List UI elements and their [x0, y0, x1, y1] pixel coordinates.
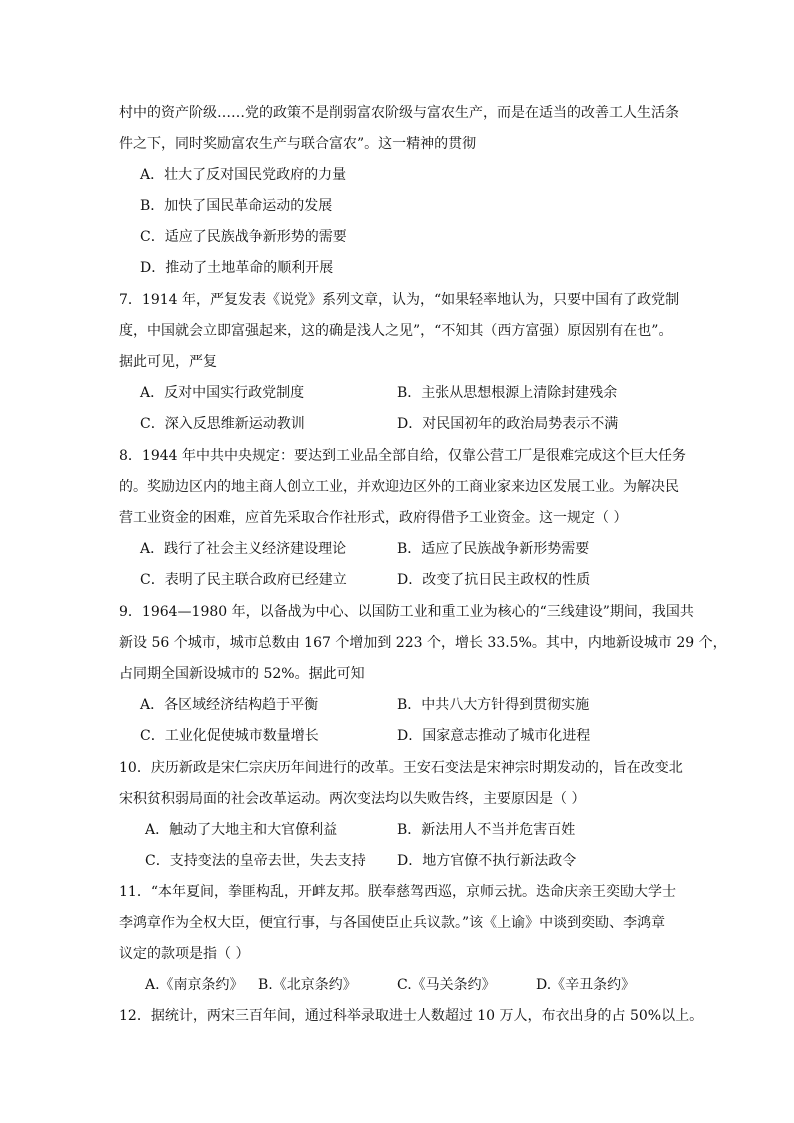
prev-option-d: D．推动了土地革命的顺利开展: [140, 260, 334, 276]
q7-option-a: A．反对中国实行政党制度: [140, 385, 305, 401]
q7-stem-line-3: 据此可见，严复: [119, 354, 217, 370]
q7-stem-line-2: 度，中国就会立即富强起来，这的确是浅人之见”，“不知其（西方富强）原因别有在也”。: [119, 323, 673, 339]
q7-option-d: D．对民国初年的政治局势表示不满: [397, 416, 619, 432]
prev-question-line-1: 村中的资产阶级……党的政策不是削弱富农阶级与富农生产，而是在适当的改善工人生活条: [119, 105, 679, 121]
q11-stem-line-2: 李鸿章作为全权大臣，便宜行事，与各国使臣止兵议款。”该《上谕》中谈到奕劻、李鸿章: [119, 915, 666, 931]
q8-stem-line-2: 的。奖励边区内的地主商人创立工业，并欢迎边区外的工商业家来边区发展工业。为解决民: [119, 479, 679, 495]
q8-stem-line-3: 营工业资金的困难，应首先采取合作社形式，政府得借予工业资金。这一规定（ ）: [119, 510, 628, 526]
q11-stem-line-3: 议定的款项是指（ ）: [119, 946, 250, 962]
q11-stem-line-1: 11．“本年夏间，拳匪构乱，开衅友邦。朕奉慈驾西巡，京师云扰。迭命庆亲王奕劻大学士: [119, 884, 676, 900]
q8-option-d: D．改变了抗日民主政权的性质: [397, 572, 591, 588]
q9-option-b: B．中共八大方针得到贯彻实施: [397, 697, 590, 713]
q10-option-b: B．新法用人不当并危害百姓: [397, 822, 576, 838]
q9-stem-line-1: 9．1964—1980 年，以备战为中心、以国防工业和重工业为核心的“三线建设”期间，我国共: [119, 604, 694, 620]
q8-stem-line-1: 8．1944 年中共中央规定：要达到工业品全部自给，仅靠公营工厂是很难完成这个巨大任务: [119, 448, 686, 464]
q10-option-d: D．地方官僚不执行新法政令: [397, 853, 577, 869]
q8-option-c: C．表明了民主联合政府已经建立: [140, 572, 347, 588]
prev-option-a: A．壮大了反对国民党政府的力量: [140, 167, 347, 183]
q10-stem-line-2: 宋积贫积弱局面的社会改革运动。两次变法均以失败告终，主要原因是（ ）: [119, 791, 586, 807]
prev-question-line-2: 件之下，同时奖励富农生产与联合富农”。这一精神的贯彻: [119, 136, 477, 152]
q9-option-a: A．各区域经济结构趋于平衡: [140, 697, 319, 713]
q9-option-c: C．工业化促使城市数量增长: [140, 728, 319, 744]
q8-option-b: B．适应了民族战争新形势需要: [397, 541, 590, 557]
q7-option-c: C．深入反思维新运动教训: [140, 416, 305, 432]
q9-stem-line-3: 占同期全国新设城市的 52%。据此可知: [119, 666, 365, 682]
prev-option-b: B．加快了国民革命运动的发展: [140, 198, 333, 214]
q7-option-b: B．主张从思想根源上清除封建残余: [397, 385, 618, 401]
q11-option-b: B.《北京条约》: [258, 977, 357, 993]
q10-stem-line-1: 10．庆历新政是宋仁宗庆历年间进行的改革。王安石变法是宋神宗时期发动的，旨在改变北: [119, 760, 683, 776]
q7-stem-line-1: 7．1914 年，严复发表《说党》系列文章，认为，“如果轻率地认为，只要中国有了政党制: [119, 292, 680, 308]
q11-option-a: A.《南京条约》: [145, 977, 244, 993]
q9-option-d: D．国家意志推动了城市化进程: [397, 728, 591, 744]
q9-stem-line-2: 新设 56 个城市，城市总数由 167 个增加到 223 个，增长 33.5%。其中，内地新设城市 29 个，: [119, 635, 727, 651]
q12-stem-line-1: 12．据统计，两宋三百年间，通过科举录取进士人数超过 10 万人，布衣出身的占 50%以上。: [119, 1008, 704, 1024]
q11-option-c: C.《马关条约》: [397, 977, 496, 993]
q10-option-a: A．触动了大地主和大官僚利益: [145, 822, 338, 838]
q10-option-c: C．支持变法的皇帝去世，失去支持: [145, 853, 366, 869]
q11-option-d: D.《辛丑条约》: [536, 977, 636, 993]
q8-option-a: A．践行了社会主义经济建设理论: [140, 541, 347, 557]
prev-option-c: C．适应了民族战争新形势的需要: [140, 229, 347, 245]
